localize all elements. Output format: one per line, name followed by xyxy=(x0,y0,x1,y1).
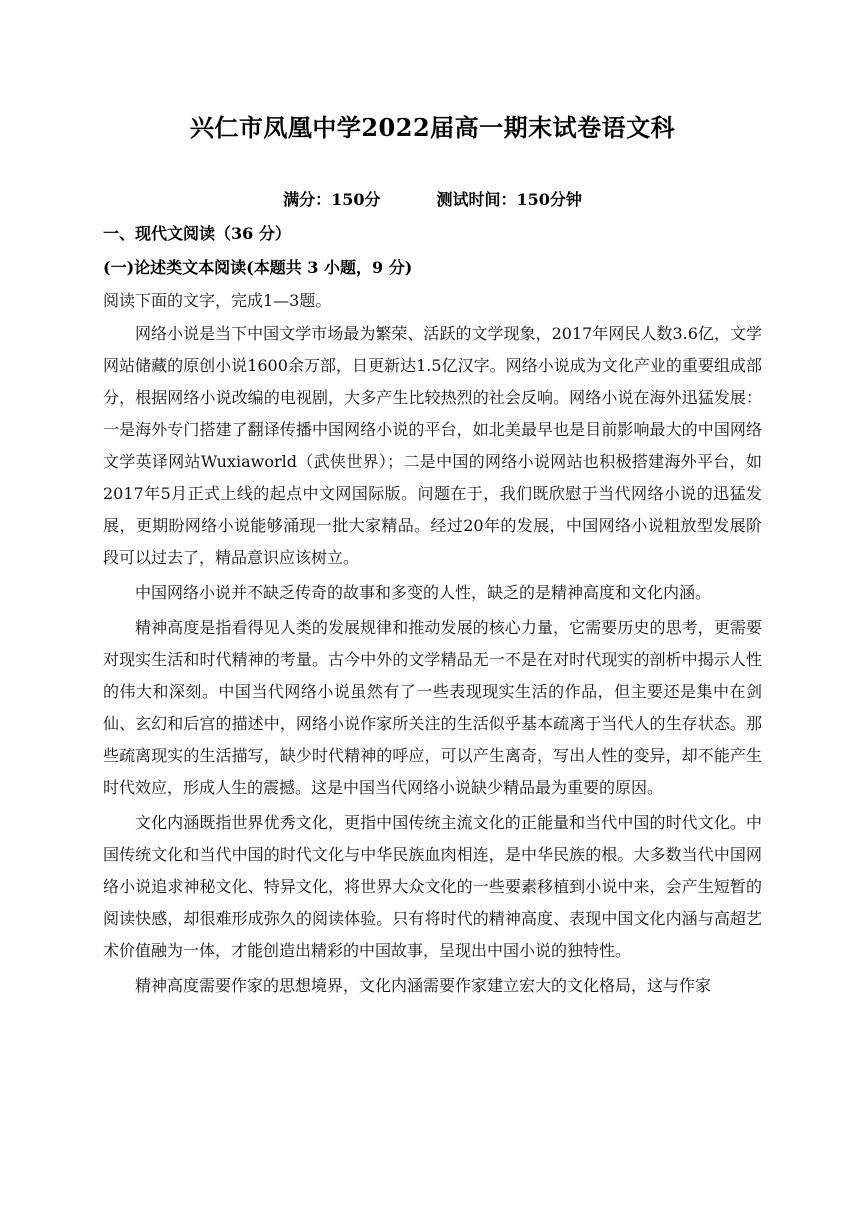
exam-meta xyxy=(103,188,762,212)
passage-paragraph: 网络小说是当下中国文学市场最为繁荣、活跃的文学现象，2017年网民人数3.6亿，文学网站储藏的原创小说1600余万部，日更新达1.5亿汉字。网络小说成为文化产业的重要组成部分，根据网络小说改编的电视剧，大多产生比较热烈的社会反响。网络小说在海外迅猛发展：一是海外专门搭建了翻译传播中国网络小说的平台，如北美最早也是目前影响最大的中国网络文学英译网站Wuxiaworld（武侠世界）；二是中国的网络小说网站也积极搭建海外平台，如2017年5月正式上线的起点中文网国际版。问题在于，我们既欣慰于当代网络小说的迅猛发展，更期盼网络小说能够涌现一批大家精品。经过20年的发展，中国网络小说粗放型发展阶段可以过去了，精品意识应该树立。 xyxy=(103,324,762,567)
passage-paragraph: 精神高度需要作家的思想境界，文化内涵需要作家建立宏大的文化格局，这与作家 xyxy=(135,976,712,995)
passage-paragraph: 精神高度是指看得见人类的发展规律和推动发展的核心力量，它需要历史的思考，更需要对现实生活和时代精神的考量。古今中外的文学精品无一不是在对时代现实的剖析中揭示人性的伟大和深刻。中国当代网络小说虽然有了一些表现现实生活的作品，但主要还是集中在剑仙、玄幻和后宫的描述中，网络小说作家所关注的生活似乎基本疏离于当代人的生存状态。那些疏离现实的生活描写，缺少时代精神的呼应，可以产生离奇，写出人性的变异，却不能产生时代效应，形成人生的震撼。这是中国当代网络小说缺少精品最为重要的原因。 xyxy=(103,618,762,797)
subsection-heading: (一)论述类文本阅读(本题共 3 小题，9 分) xyxy=(103,258,413,277)
test-time: 测试时间：150分钟 xyxy=(436,190,582,209)
passage-paragraph: 中国网络小说并不缺乏传奇的故事和多变的人性，缺乏的是精神高度和文化内涵。 xyxy=(135,583,712,602)
reading-instruction: 阅读下面的文字，完成1—3题。 xyxy=(103,291,332,310)
full-score: 满分：150分 xyxy=(283,190,381,209)
section-heading: 一、现代文阅读（36 分） xyxy=(103,224,291,243)
passage-paragraph: 文化内涵既指世界优秀文化，更指中国传统主流文化的正能量和当代中国的时代文化。中国传统文化和当代中国的时代文化与中华民族血肉相连，是中华民族的根。大多数当代中国网络小说追求神秘文化、特异文化，将世界大众文化的一些要素移植到小说中来，会产生短暂的阅读快感，却很难形成弥久的阅读体验。只有将时代的精神高度、表现中国文化内涵与高超艺术价值融为一体，才能创造出精彩的中国故事，呈现出中国小说的独特性。 xyxy=(103,813,762,960)
exam-title: 兴仁市凤凰中学2022届高一期末试卷语文科 xyxy=(189,113,676,142)
